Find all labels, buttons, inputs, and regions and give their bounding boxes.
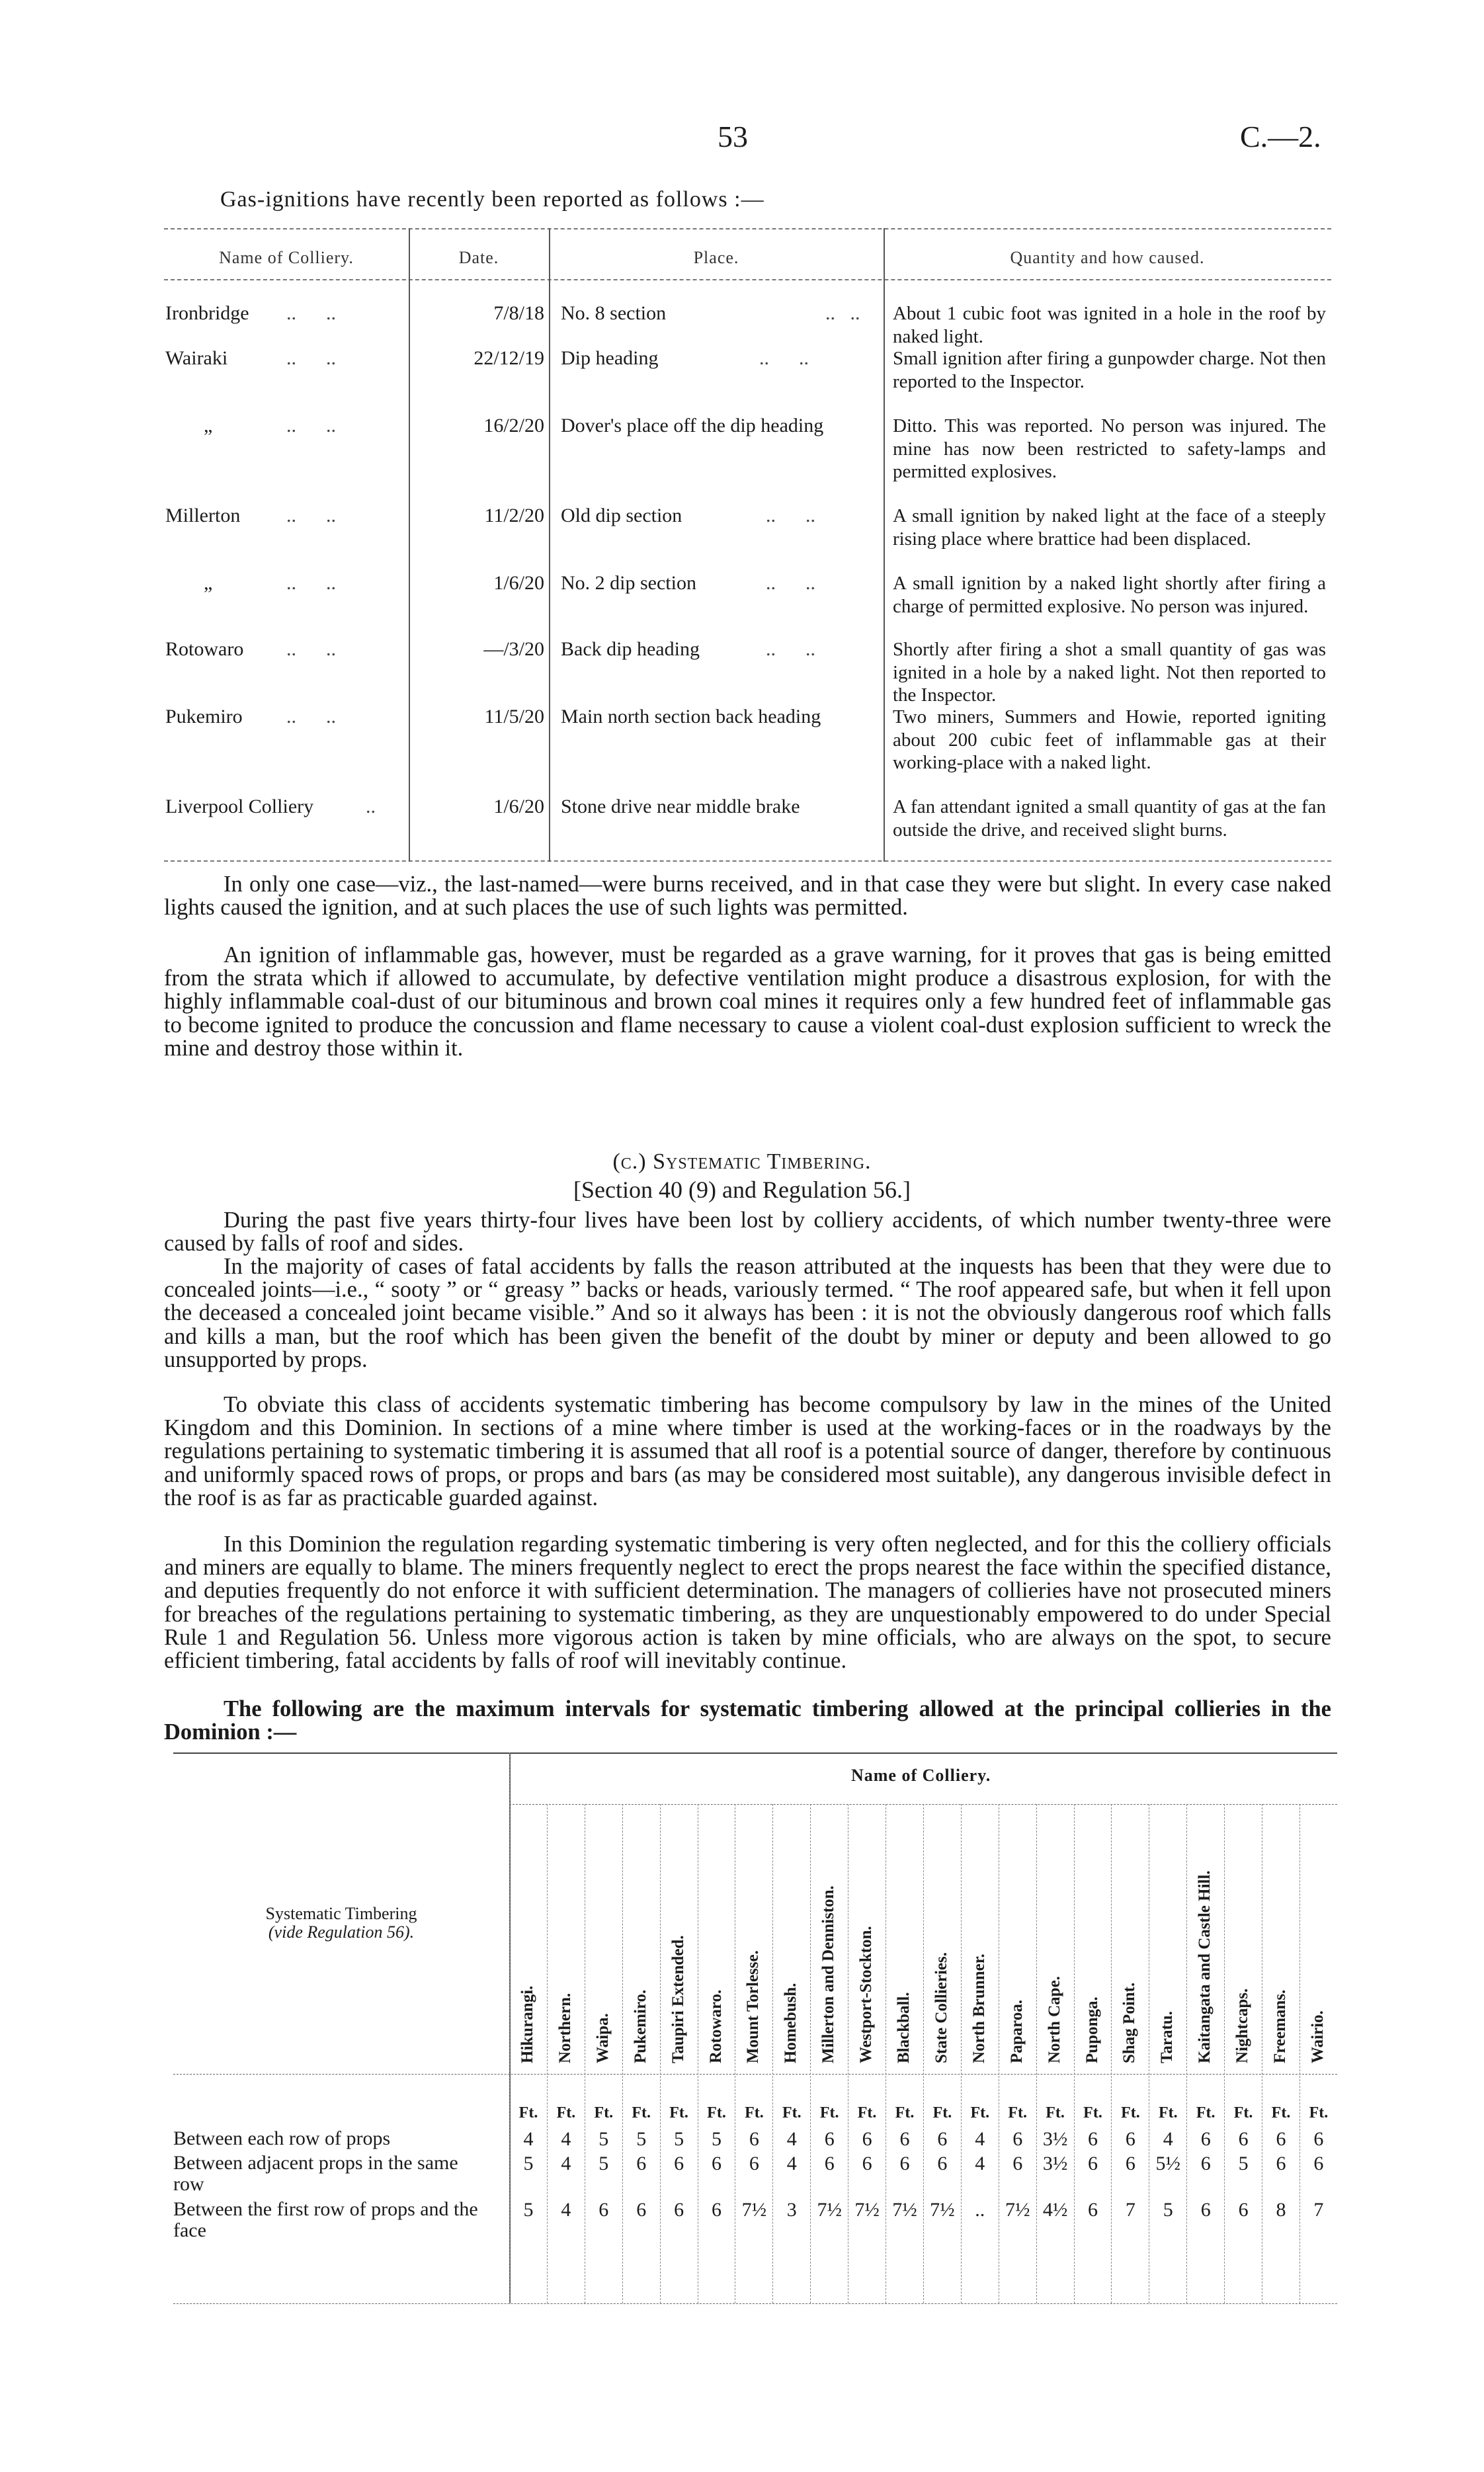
timbering-value: 6	[862, 2128, 872, 2150]
colliery-name: Shag Point.	[1120, 1982, 1139, 2063]
unit-label: Ft.	[1158, 2104, 1178, 2122]
colliery-name: Pukemiro.	[631, 1989, 649, 2063]
colliery-name: Kaitangata and Castle Hill.	[1196, 1870, 1214, 2063]
colliery-name: Northern.	[556, 1993, 574, 2063]
colliery-name: Blackball.	[895, 1992, 913, 2063]
column-divider	[1299, 1804, 1300, 2303]
unit-label: Ft.	[970, 2104, 990, 2122]
timbering-value: 4½	[1042, 2199, 1068, 2221]
page-number: 53	[718, 120, 748, 153]
unit-label: Ft.	[1271, 2104, 1291, 2122]
timbering-value: 6	[1125, 2153, 1135, 2174]
section-subheading: [Section 40 (9) and Regulation 56.]	[573, 1176, 911, 1203]
colliery-name: Puponga.	[1083, 1997, 1101, 2063]
colliery-name: Freemans.	[1271, 1989, 1289, 2063]
row-date: —/3/20	[483, 638, 544, 660]
column-divider	[1036, 1804, 1037, 2303]
colliery-name: Millerton and Denniston.	[819, 1885, 838, 2063]
timbering-value: 4	[561, 2153, 571, 2174]
section-heading: (c.) Systematic Timbering.	[612, 1149, 872, 1174]
timbering-value: 6	[824, 2153, 835, 2174]
timbering-value: 7½	[854, 2199, 880, 2221]
row-place: Back dip heading	[561, 638, 700, 660]
row-place: Dover's place off the dip heading	[561, 415, 824, 436]
row-place: No. 8 section	[561, 302, 667, 324]
colliery-name: State Collieries.	[932, 1952, 950, 2063]
column-divider	[1111, 1804, 1112, 2303]
timbering-value: 6	[636, 2199, 647, 2221]
unit-label: Ft.	[518, 2104, 538, 2122]
column-divider	[772, 1804, 773, 2303]
colliery-name: Wairio.	[1308, 2010, 1327, 2063]
unit-label: Ft.	[932, 2104, 952, 2122]
timbering-value: 6	[674, 2199, 684, 2221]
timbering-value: 4	[975, 2153, 985, 2174]
timbering-value: 6	[1012, 2153, 1023, 2174]
colliery-name: Homebush.	[782, 1983, 800, 2063]
timbering-value: 3½	[1042, 2128, 1068, 2150]
column-divider	[660, 1804, 661, 2303]
timbering-value: 6	[1200, 2199, 1211, 2221]
timbering-value: 5	[712, 2128, 721, 2150]
paragraph: In the majority of cases of fatal accidents by falls the reason attributed at the inquests has been that they were due to concealed joints—i.e., “ sooty ” or “ greasy ” backs or heads, variously termed. “ The roof appeared safe, but when it fell upon the deceased a concealed joint became visible.” And so it always has been : it is not the obviously dangerous roof which falls and kills a man, but the roof which has been given the benefit of the doubt by miner or deputy and been allowed to go unsupported by props.	[164, 1254, 1331, 1372]
header-place: Place.	[693, 248, 739, 267]
timbering-value: 4	[786, 2153, 797, 2174]
timbering-value: 5	[1163, 2199, 1173, 2221]
unit-label: Ft.	[819, 2104, 839, 2122]
timbering-value: 5	[523, 2153, 534, 2174]
column-divider	[961, 1804, 962, 2303]
timbering-table	[173, 1752, 1337, 2472]
row-quantity: Ditto. This was reported. No person was injured. The mine has now been restricted to safety-lamps and permitted explosives.	[893, 415, 1326, 482]
timbering-value: 7½	[930, 2199, 955, 2221]
timbering-value: 7	[1125, 2199, 1135, 2221]
timbering-value: 5	[598, 2128, 609, 2150]
row-colliery: Millerton	[165, 505, 241, 526]
name-of-colliery-header: Name of Colliery.	[851, 1766, 991, 1785]
colliery-name: Waipa.	[593, 2013, 612, 2063]
timbering-label-ref: (vide Regulation 56).	[268, 1922, 415, 1942]
colliery-name: Paparoa.	[1007, 1999, 1026, 2063]
timbering-value: 6	[1313, 2153, 1324, 2174]
timbering-value: 6	[749, 2128, 759, 2150]
timbering-value: 7½	[892, 2199, 917, 2221]
gas-ignitions-table: Name of Colliery. Date. Place. Quantity and how caused. Ironbridge .. .. 7/8/18 No. 8 section .. .. About 1 cubic foot was ignited in a hole in the roof by naked light. Wairaki .. .. 22/12/19 Dip heading .. .. Small ignition after firing a gunpowder charge. Not then reported to the Inspector. „ .. .. 16/2/20 Dover's place off the dip heading Ditto. This was reported. No person was injured. The mine has now been restricted to safety-lamps and permitted explosives. Millerton .. .. 11/2/20 Old dip section .. .. A small ignition by naked light at the face of a steeply rising place where brattice had been displaced. „ .. .. 1/6/20 No. 2 dip section .. .. A small ignition by a naked light shortly after firing a charge of permitted explosive. No person was injured. Rotowaro .. .. —/3/20 Back dip heading .. .. Shortly after firing a shot a small quantity of gas was ignited in a hole by a naked light. Not then reported to the Inspector. Pukemiro .. .. 11/5/20 Main north section back heading Two miners, Summers and Howie, reported igniting about 200 cubic feet of inflammable gas at their working-place with a naked light. Liverpool Colliery .. 1/6/20 Stone drive near middle brake A fan attendant ignited a small quantity of gas at the fan outside the drive, and received slight burns.	[164, 228, 1331, 862]
row-colliery: Pukemiro	[165, 706, 243, 727]
timbering-value: 3	[786, 2199, 797, 2221]
unit-label: Ft.	[1196, 2104, 1216, 2122]
column-divider	[1074, 1804, 1075, 2303]
row-date: 22/12/19	[474, 347, 544, 369]
unit-label: Ft.	[632, 2104, 651, 2122]
row-quantity: Small ignition after firing a gunpowder charge. Not then reported to the Inspector.	[893, 348, 1326, 392]
unit-label: Ft.	[857, 2104, 877, 2122]
timbering-value: 6	[1238, 2199, 1249, 2221]
unit-label: Ft.	[1121, 2104, 1140, 2122]
timbering-value: 6	[598, 2199, 609, 2221]
paper-reference: C.—2.	[1240, 120, 1321, 153]
unit-label: Ft.	[594, 2104, 614, 2122]
timbering-value: 6	[1125, 2128, 1135, 2150]
timbering-value: 6	[824, 2128, 835, 2150]
paragraph: In this Dominion the regulation regarding systematic timbering is very often neglected, and for this the colliery officials and miners are equally to blame. The miners frequently neglect to erect the props nearest the face within the specified distance, and deputies frequently do not enforce it with sufficient determination. The managers of collieries have not prosecuted miners for breaches of the regulations pertaining to systematic timbering, as they are unquestionably empowered to do under Special Rule 1 and Regulation 56. Unless more vigorous action is taken by mine officials, who are always on the spot, to secure efficient timbering, fatal accidents by falls of roof will inevitably continue.	[164, 1532, 1331, 1674]
timbering-value: 5	[598, 2153, 609, 2174]
paragraph: During the past five years thirty-four lives have been lost by colliery accidents, of which number twenty-three were caused by falls of roof and sides.	[164, 1208, 1331, 1257]
header-quantity: Quantity and how caused.	[1010, 248, 1205, 267]
paragraph: In only one case—viz., the last-named—were burns received, and in that case they were but slight. In every case naked lights caused the ignition, and at such places the use of such lights was permitted.	[164, 872, 1331, 921]
header-colliery: Name of Colliery.	[219, 248, 354, 267]
column-divider	[622, 1804, 623, 2303]
timbering-value: 6	[1200, 2128, 1211, 2150]
row-quantity: A fan attendant ignited a small quantity of gas at the fan outside the drive, and received slight burns.	[893, 796, 1326, 841]
intro-line: Gas-ignitions have recently been reported as follows :—	[220, 187, 764, 212]
colliery-name: North Cape.	[1045, 1976, 1063, 2063]
timbering-value: 7½	[741, 2199, 767, 2221]
unit-label: Ft.	[1309, 2104, 1329, 2122]
row-place: Stone drive near middle brake	[561, 796, 800, 817]
row-place: Main north section back heading	[561, 706, 821, 727]
header-date: Date.	[458, 248, 499, 267]
timbering-value: 6	[1088, 2199, 1098, 2221]
colliery-name: Taupiri Extended.	[669, 1935, 687, 2063]
timbering-value: 6	[937, 2153, 948, 2174]
timbering-value: 8	[1276, 2199, 1286, 2221]
timbering-value: 6	[712, 2153, 721, 2174]
colliery-name: Westport-Stockton.	[857, 1926, 876, 2063]
row-colliery: „	[204, 415, 213, 436]
unit-label: Ft.	[745, 2104, 764, 2122]
timbering-value: 6	[1276, 2128, 1286, 2150]
unit-label: Ft.	[782, 2104, 802, 2122]
row-date: 11/5/20	[484, 706, 544, 727]
column-divider	[923, 1804, 924, 2303]
unit-label: Ft.	[1233, 2104, 1253, 2122]
row-colliery: Ironbridge	[165, 302, 249, 324]
row-place: Dip heading	[561, 347, 659, 369]
row-quantity: A small ignition by naked light at the face of a steeply rising place where brattice had been displaced.	[893, 505, 1326, 550]
paragraph: To obviate this class of accidents systematic timbering has become compulsory by law in the mines of the United Kingdom and this Dominion. In sections of a mine where timber is used at the working-faces or in the roadways by the regulations pertaining to systematic timbering it is assumed that all roof is a potential source of danger, therefore by continuous and uniformly spaced rows of props, or props and bars (as may be considered most suitable), any dangerous invisible defect in the roof is as far as practicable guarded against.	[164, 1392, 1331, 1510]
column-divider	[810, 1804, 811, 2303]
colliery-name: Mount Torlesse.	[744, 1950, 763, 2063]
row-colliery: Liverpool Colliery	[165, 796, 314, 817]
unit-label: Ft.	[1083, 2104, 1102, 2122]
timbering-label: Systematic Timbering	[265, 1904, 417, 1923]
timbering-value: 6	[1012, 2128, 1023, 2150]
timbering-value: 7½	[817, 2199, 842, 2221]
timbering-value: 4	[1163, 2128, 1173, 2150]
row-quantity: Two miners, Summers and Howie, reported igniting about 200 cubic feet of inflammable gas at their working-place with a naked light.	[893, 706, 1326, 773]
row-label: Between the first row of props and the face	[173, 2198, 478, 2241]
row-colliery: Wairaki	[165, 347, 228, 369]
timbering-value: 5	[523, 2199, 534, 2221]
row-date: 11/2/20	[484, 505, 544, 526]
timbering-value: 4	[561, 2128, 571, 2150]
unit-label: Ft.	[669, 2104, 688, 2122]
row-quantity: Shortly after firing a shot a small quantity of gas was ignited in a hole by a naked light. Not then reported to the Inspector.	[893, 639, 1326, 706]
timbering-value: 4	[561, 2199, 571, 2221]
timbering-value: 4	[523, 2128, 534, 2150]
timbering-value: ..	[975, 2199, 985, 2221]
colliery-name: Hikurangi.	[518, 1985, 536, 2063]
unit-label: Ft.	[556, 2104, 576, 2122]
timbering-value: 5	[1238, 2153, 1249, 2174]
timbering-value: 6	[899, 2128, 910, 2150]
column-divider	[1186, 1804, 1187, 2303]
timbering-value: 5½	[1155, 2153, 1181, 2174]
timbering-value: 4	[975, 2128, 985, 2150]
colliery-name: Rotowaro.	[706, 1989, 725, 2063]
timbering-value: 6	[1276, 2153, 1286, 2174]
timbering-value: 6	[1088, 2128, 1098, 2150]
row-place: Old dip section	[561, 505, 682, 526]
timbering-value: 6	[712, 2199, 721, 2221]
timbering-value: 6	[899, 2153, 910, 2174]
colliery-name: Nightcaps.	[1233, 1988, 1252, 2063]
row-colliery: Rotowaro	[165, 638, 244, 660]
timbering-value: 6	[1200, 2153, 1211, 2174]
row-date: 16/2/20	[483, 415, 544, 436]
timbering-value: 6	[1238, 2128, 1249, 2150]
timbering-value: 6	[1313, 2128, 1324, 2150]
unit-label: Ft.	[1008, 2104, 1028, 2122]
row-quantity: A small ignition by a naked light shortly after firing a charge of permitted explosive. No person was injured.	[893, 573, 1326, 617]
row-label: Between each row of props	[173, 2127, 391, 2149]
row-colliery: „	[204, 572, 213, 594]
timbering-value: 6	[636, 2153, 647, 2174]
timbering-value: 6	[749, 2153, 759, 2174]
column-divider	[547, 1804, 548, 2303]
row-label: Between adjacent props in the same row	[173, 2152, 458, 2195]
row-place: No. 2 dip section	[561, 572, 696, 594]
timbering-value: 3½	[1042, 2153, 1068, 2174]
unit-label: Ft.	[895, 2104, 915, 2122]
timbering-value: 6	[674, 2153, 684, 2174]
unit-label: Ft.	[707, 2104, 726, 2122]
row-date: 1/6/20	[493, 572, 544, 594]
row-quantity: About 1 cubic foot was ignited in a hole in the roof by naked light.	[893, 303, 1326, 347]
paragraph: An ignition of inflammable gas, however, must be regarded as a grave warning, for it proves that gas is being emitted from the strata which if allowed to accumulate, by defective ventilation might produce a disastrous explosion, for with the highly inflammable coal-dust of our bituminous and brown coal mines it requires only a few hundred feet of inflammable gas to become ignited to produce the concussion and flame necessary to cause a violent coal-dust explosion sufficient to wreck the mine and destroy those within it.	[164, 942, 1331, 1061]
timbering-value: 6	[862, 2153, 872, 2174]
paragraph: The following are the maximum intervals for systematic timbering allowed at the principal collieries in the Dominion :—	[164, 1696, 1331, 1745]
timbering-value: 4	[786, 2128, 797, 2150]
unit-label: Ft.	[1046, 2104, 1065, 2122]
timbering-value: 5	[674, 2128, 684, 2150]
timbering-value: 5	[636, 2128, 647, 2150]
timbering-value: 7½	[1005, 2199, 1030, 2221]
colliery-name: North Brunner.	[969, 1954, 988, 2063]
timbering-value: 7	[1313, 2199, 1324, 2221]
row-date: 7/8/18	[493, 302, 544, 324]
timbering-value: 6	[1088, 2153, 1098, 2174]
row-date: 1/6/20	[493, 796, 544, 817]
colliery-name: Taratu.	[1158, 2011, 1176, 2063]
timbering-value: 6	[937, 2128, 948, 2150]
column-divider	[1224, 1804, 1225, 2303]
